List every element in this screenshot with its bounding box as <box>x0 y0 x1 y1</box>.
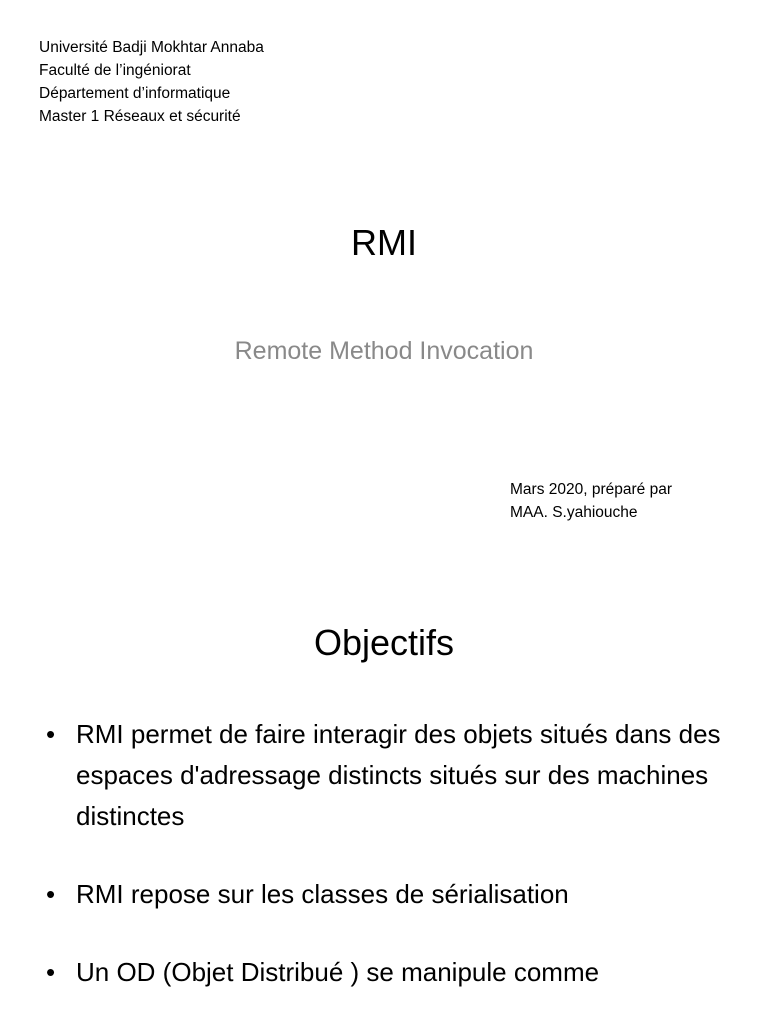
list-item <box>44 714 744 837</box>
bullet-text: RMI permet de faire interagir des objets situés dans des espaces d'adressage distincts situés sur des machines distinctes <box>76 719 721 831</box>
credit-date: Mars 2020, préparé par <box>510 481 672 498</box>
bullet-text: RMI repose sur les classes de sérialisation <box>76 879 569 909</box>
list-item <box>44 874 744 915</box>
bullet-icon: • <box>46 719 56 749</box>
slide-subtitle-text: Remote Method Invocation <box>234 337 534 365</box>
objectives-list <box>44 714 744 1024</box>
bullet-icon: • <box>46 957 56 987</box>
slide-objectives <box>0 576 768 1024</box>
credit-author: MAA. S.yahiouche <box>510 504 638 521</box>
institution-faculty: Faculté de l’ingéniorat <box>39 62 191 79</box>
institution-program: Master 1 Réseaux et sécurité <box>39 108 241 125</box>
institution-block <box>39 36 264 128</box>
bullet-icon: • <box>46 879 56 909</box>
credit-block <box>510 478 672 524</box>
institution-department: Département d’informatique <box>39 85 231 102</box>
list-item <box>44 952 744 993</box>
bullet-text: Un OD (Objet Distribué ) se manipule comme <box>76 957 600 987</box>
objectives-heading: Objectifs <box>313 622 455 663</box>
slide-title-text: RMI <box>351 222 417 263</box>
institution-university: Université Badji Mokhtar Annaba <box>39 39 264 56</box>
